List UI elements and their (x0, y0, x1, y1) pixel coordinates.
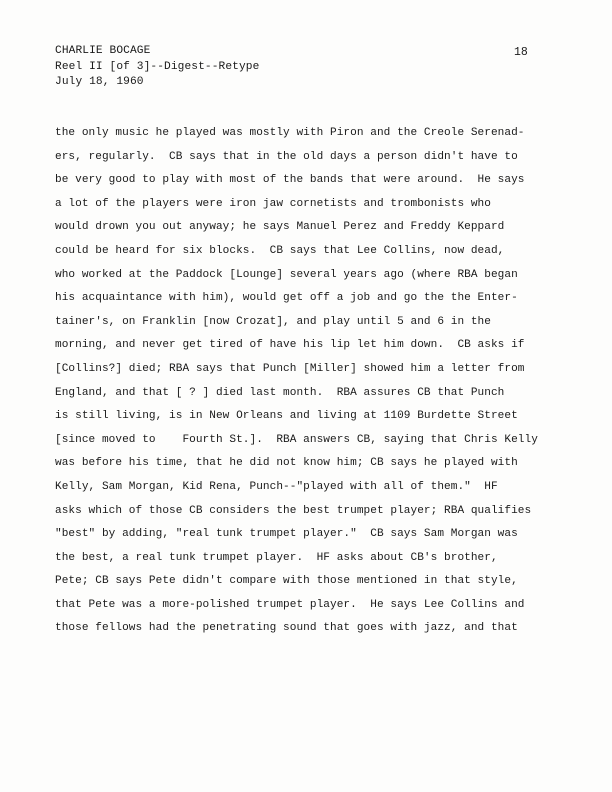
text-line: ers, regularly. CB says that in the old days a person didn't have to (55, 150, 518, 163)
document-header (55, 44, 259, 91)
text-line: would drown you out anyway; he says Manuel Perez and Freddy Keppard (55, 221, 505, 234)
text-line: could be heard for six blocks. CB says that Lee Collins, now dead, (55, 244, 505, 257)
text-line: a lot of the players were iron jaw cornetists and trombonists who (55, 197, 491, 210)
text-line: be very good to play with most of the bands that were around. He says (55, 174, 525, 187)
page-number: 18 (514, 46, 528, 59)
text-line: who worked at the Paddock [Lounge] several years ago (where RBA began (55, 268, 518, 281)
interview-date: July 18, 1960 (55, 76, 144, 88)
text-line: the only music he played was mostly with Piron and the Creole Serenad- (55, 127, 525, 139)
text-line: his acquaintance with him), would get off a job and go the the Enter- (55, 292, 518, 305)
text-line: Kelly, Sam Morgan, Kid Rena, Punch--"played with all of them." HF (55, 480, 498, 493)
transcript-body (55, 122, 575, 641)
text-line: England, and that [ ? ] died last month. RBA assures CB that Punch (55, 386, 505, 399)
text-line: was before his time, that he did not know him; CB says he played with (55, 457, 518, 470)
text-line: that Pete was a more-polished trumpet player. He says Lee Collins and (55, 598, 525, 611)
text-line: asks which of those CB considers the best trumpet player; RBA qualifies (55, 504, 532, 517)
text-line: is still living, is in New Orleans and living at 1109 Burdette Street (55, 410, 518, 423)
text-line: [Collins?] died; RBA says that Punch [Miller] showed him a letter from (55, 362, 525, 375)
text-line: morning, and never get tired of have his lip let him down. CB asks if (55, 339, 525, 352)
interviewee-name: CHARLIE BOCAGE (55, 45, 151, 57)
text-line: [since moved to Fourth St.]. RBA answers CB, saying that Chris Kelly (55, 433, 538, 446)
text-line: "best" by adding, "real tunk trumpet player." CB says Sam Morgan was (55, 528, 518, 541)
reel-info: Reel II [of 3]--Digest--Retype (55, 60, 260, 73)
text-line: the best, a real tunk trumpet player. HF asks about CB's brother, (55, 551, 498, 564)
text-line: tainer's, on Franklin [now Crozat], and play until 5 and 6 in the (55, 315, 491, 328)
text-line: those fellows had the penetrating sound that goes with jazz, and that (55, 622, 518, 635)
text-line: Pete; CB says Pete didn't compare with those mentioned in that style, (55, 575, 518, 588)
